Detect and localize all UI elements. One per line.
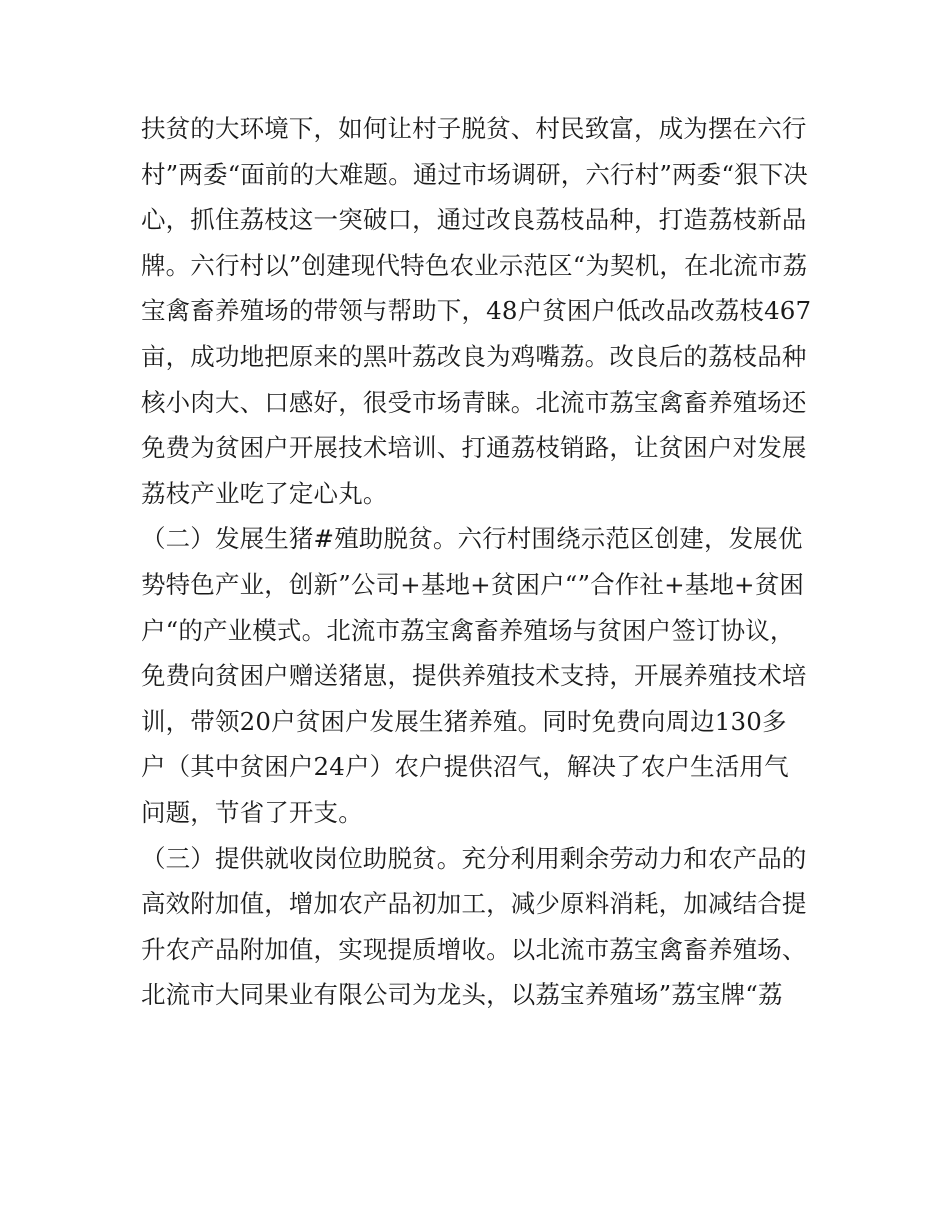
text-line: （二）发展生猪#殖助脱贫。六行村围绕示范区创建，发展优: [141, 524, 803, 554]
text-line: 心，抓住荔枝这一突破口，通过改良荔枝品种，打造荔枝新品: [141, 205, 807, 235]
text-line: 免费向贫困户赠送猪崽，提供养殖技术支持，开展养殖技术培: [141, 661, 807, 691]
text-line: 户（其中贫困户24户）农户提供沼气，解决了农户生活用气: [141, 752, 789, 782]
text-line: 户“的产业模式。北流市荔宝禽畜养殖场与贫困户签订协议，: [141, 615, 795, 645]
text-line: 核小肉大、口感好，很受市场青睐。北流市荔宝禽畜养殖场还: [141, 387, 807, 417]
text-line: 势特色产业，创新”公司+基地+贫困户“”合作社+基地+贫困: [141, 569, 805, 599]
text-line: 牌。六行村以”创建现代特色农业示范区“为契机，在北流市荔: [141, 250, 808, 280]
text-line: 升农产品附加值，实现提质增收。以北流市荔宝禽畜养殖场、: [141, 934, 807, 964]
text-line: 训，带领20户贫困户发展生猪养殖。同时免费向周边130多: [141, 706, 787, 736]
text-line: 亩，成功地把原来的黑叶荔改良为鸡嘴荔。改良后的荔枝品种: [141, 341, 807, 371]
text-line: （三）提供就收岗位助脱贫。充分利用剩余劳动力和农产品的: [141, 843, 807, 873]
text-line: 问题，节省了开支。: [141, 797, 363, 827]
body-text: [141, 106, 821, 1018]
text-line: 高效附加值，增加农产品初加工，减少原料消耗，加减结合提: [141, 889, 807, 919]
text-line: 村”两委“面前的大难题。通过市场调研，六行村”两委“狠下决: [141, 159, 808, 189]
text-line: 宝禽畜养殖场的带领与帮助下，48户贫困户低改品改荔枝467: [141, 296, 812, 326]
text-line: 扶贫的大环境下，如何让村子脱贫、村民致富，成为摆在六行: [141, 114, 807, 143]
text-line: 荔枝产业吃了定心丸。: [141, 478, 388, 508]
text-line: 北流市大同果业有限公司为龙头，以荔宝养殖场”荔宝牌“荔: [141, 980, 783, 1010]
text-line: 免费为贫困户开展技术培训、打通荔枝销路，让贫困户对发展: [141, 433, 807, 463]
